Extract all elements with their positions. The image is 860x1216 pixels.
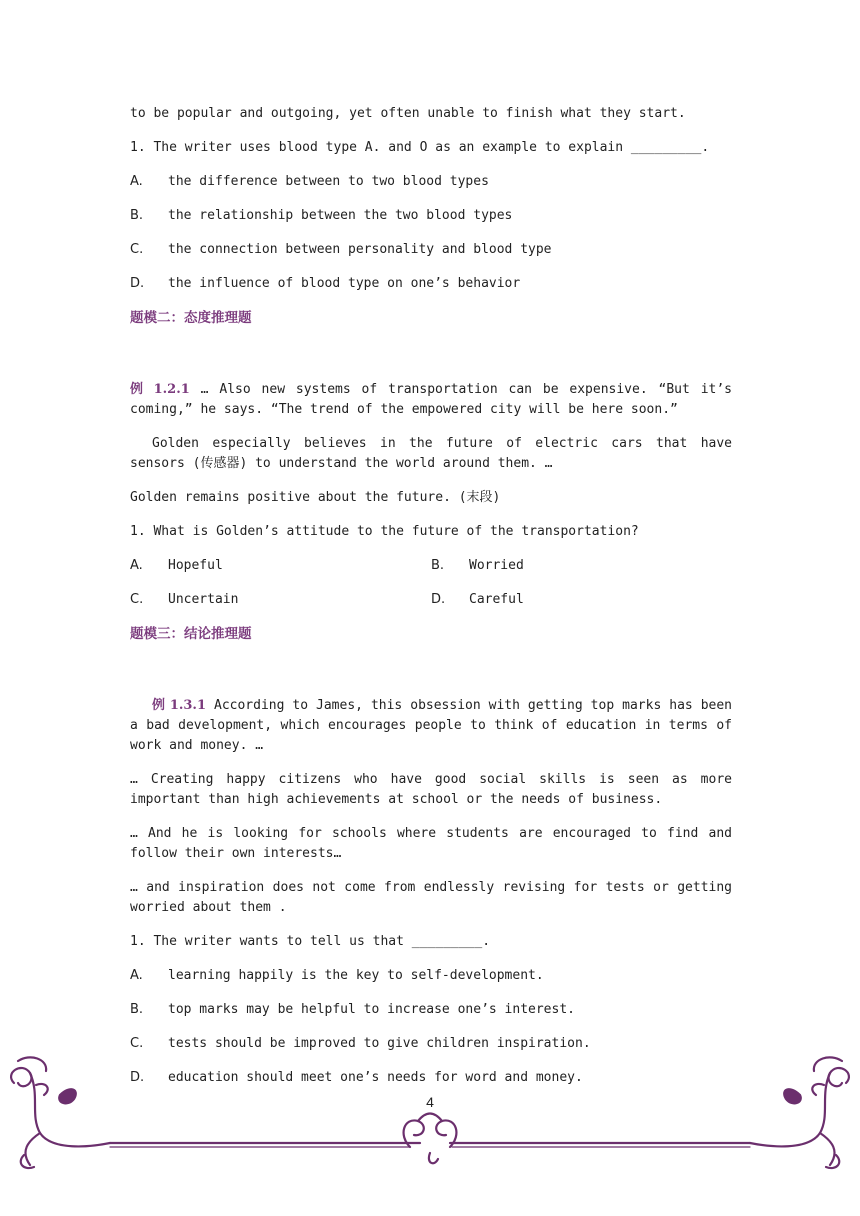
option-text: the influence of blood type on one’s behavior (168, 276, 521, 291)
option-text: education should meet one’s needs for word and money. (168, 1070, 583, 1085)
floral-footer-ornament (0, 1055, 860, 1175)
options-row (130, 556, 732, 576)
option-text: the connection between personality and blood type (168, 242, 552, 257)
question-stem: 1. The writer uses blood type A. and O as an example to explain _________. (130, 140, 710, 155)
passage-paragraph: … And he is looking for schools where students are encouraged to find and follow their own interests… (130, 826, 732, 861)
passage-paragraph: Golden especially believes in the future of electric cars that have sensors (传感器) to understand the world around them. … (130, 436, 732, 471)
option-letter: C. (130, 242, 144, 257)
passage-paragraph: … and inspiration does not come from endlessly revising for tests or getting worried about them . (130, 880, 732, 915)
option-a (130, 172, 732, 192)
option-a (130, 556, 431, 576)
question-stem: 1. The writer wants to tell us that _________. (130, 934, 491, 949)
option-letter: A. (130, 968, 143, 983)
option-letter: D. (130, 1070, 145, 1085)
option-c (130, 240, 732, 260)
option-letter: B. (431, 558, 445, 573)
option-text: the difference between to two blood types (168, 174, 489, 189)
option-letter: C. (130, 1036, 144, 1051)
option-letter: D. (130, 276, 145, 291)
passage-paragraph: … Creating happy citizens who have good social skills is seen as more important than high achievements at school or the needs of business. (130, 772, 732, 807)
spacer (130, 342, 732, 380)
option-text: the relationship between the two blood types (168, 208, 513, 223)
option-b (431, 556, 732, 576)
example-paragraph (130, 696, 732, 756)
option-c (130, 1034, 732, 1054)
page-number: 4 (426, 1094, 434, 1110)
option-b (130, 1000, 732, 1020)
example-text: … Also new systems of transportation can be expensive. “But it’s coming,” he says. “The trend of the empowered city will be here soon.” (130, 382, 733, 417)
option-letter: B. (130, 1002, 144, 1017)
section-title-attitude: 题模二：态度推理题 (130, 310, 252, 326)
option-letter: A. (130, 558, 143, 573)
option-d (431, 590, 732, 610)
option-letter: A. (130, 174, 143, 189)
option-c (130, 590, 431, 610)
option-a (130, 966, 732, 986)
section-title-conclusion: 题模三：结论推理题 (130, 626, 252, 642)
example-text: According to James, this obsession with getting top marks has been a bad development, which encourages people to think of education in terms of work and money. … (130, 698, 733, 753)
option-text: Hopeful (168, 558, 223, 573)
example-label: 例 1.3.1 (152, 698, 207, 713)
option-text: Worried (469, 558, 524, 573)
options-row (130, 590, 732, 610)
option-text: top marks may be helpful to increase one’s interest. (168, 1002, 575, 1017)
spacer (130, 658, 732, 696)
example-label: 例 1.2.1 (130, 382, 190, 397)
example-paragraph (130, 380, 732, 420)
page-content (130, 104, 732, 1102)
option-letter: B. (130, 208, 144, 223)
option-letter: C. (130, 592, 144, 607)
option-d (130, 274, 732, 294)
passage-paragraph: Golden remains positive about the future. (末段) (130, 490, 501, 505)
passage-continuation: to be popular and outgoing, yet often unable to finish what they start. (130, 106, 686, 121)
question-stem: 1. What is Golden’s attitude to the future of the transportation? (130, 524, 639, 539)
option-text: Uncertain (168, 592, 239, 607)
option-text: tests should be improved to give children inspiration. (168, 1036, 591, 1051)
option-text: learning happily is the key to self-development. (168, 968, 544, 983)
option-text: Careful (469, 592, 524, 607)
option-b (130, 206, 732, 226)
option-letter: D. (431, 592, 446, 607)
